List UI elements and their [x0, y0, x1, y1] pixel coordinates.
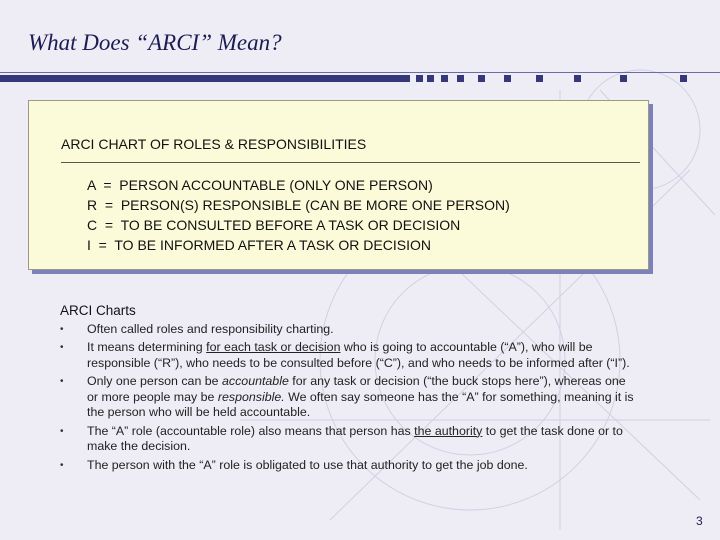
italic-term: responsible.: [217, 389, 285, 404]
bullet-text: We often say someone has the “A” for something, meaning it is the person who will be held accountable.: [87, 389, 634, 419]
notes-section: [60, 303, 640, 476]
bullet-text: The person with the “A” role is obligated to use that authority to get the job done.: [87, 457, 528, 472]
bullet-icon: •: [60, 425, 64, 437]
chart-title-rule: [61, 162, 640, 163]
bullet-text: to get the task done or to make the decision.: [87, 423, 623, 453]
bullet-text: It means determining: [87, 340, 207, 354]
bullet-text: who is going to accountable (“A”), who will be responsible (“R”), who needs to be consulted before (“C”), and who needs to be informed after (“I”).: [87, 340, 630, 370]
chart-title: ARCI CHART OF ROLES & RESPONSIBILITIES: [61, 136, 367, 152]
bullet-text: Only one person can be: [87, 374, 223, 388]
bullet-icon: •: [60, 342, 64, 353]
bullet-icon: •: [60, 459, 64, 471]
arci-chart-box: [28, 100, 649, 270]
definition-r: R = PERSON(S) RESPONSIBLE (CAN BE MORE ONE PERSON): [87, 197, 510, 213]
definition-a: A = PERSON ACCOUNTABLE (ONLY ONE PERSON): [87, 177, 433, 193]
bullet-icon: •: [60, 323, 64, 335]
list-item: [60, 374, 640, 421]
notes-heading: ARCI Charts: [60, 303, 136, 318]
list-item: [60, 458, 640, 474]
definition-i: I = TO BE INFORMED AFTER A TASK OR DECISION: [87, 237, 431, 253]
bullet-text: Often called roles and responsibility charting.: [87, 321, 334, 336]
italic-term: accountable: [222, 374, 289, 388]
underlined-phrase: for each task or decision: [206, 340, 341, 354]
bullet-icon: •: [60, 376, 64, 387]
underlined-phrase: the authority: [414, 423, 483, 438]
page-number: 3: [696, 514, 703, 528]
definition-c: C = TO BE CONSULTED BEFORE A TASK OR DECISION: [87, 217, 461, 233]
slide-title: What Does “ARCI” Mean?: [28, 30, 282, 55]
list-item: [60, 322, 640, 338]
bullet-text: for any task or decision (“the buck stops here”), whereas one or more people may be: [87, 374, 626, 404]
bullet-text: The “A” role (accountable role) also means that person has: [87, 423, 415, 438]
notes-list: [60, 322, 640, 474]
title-divider: [0, 72, 720, 82]
list-item: [60, 340, 640, 371]
definition-list: [87, 175, 510, 255]
list-item: [60, 424, 640, 455]
